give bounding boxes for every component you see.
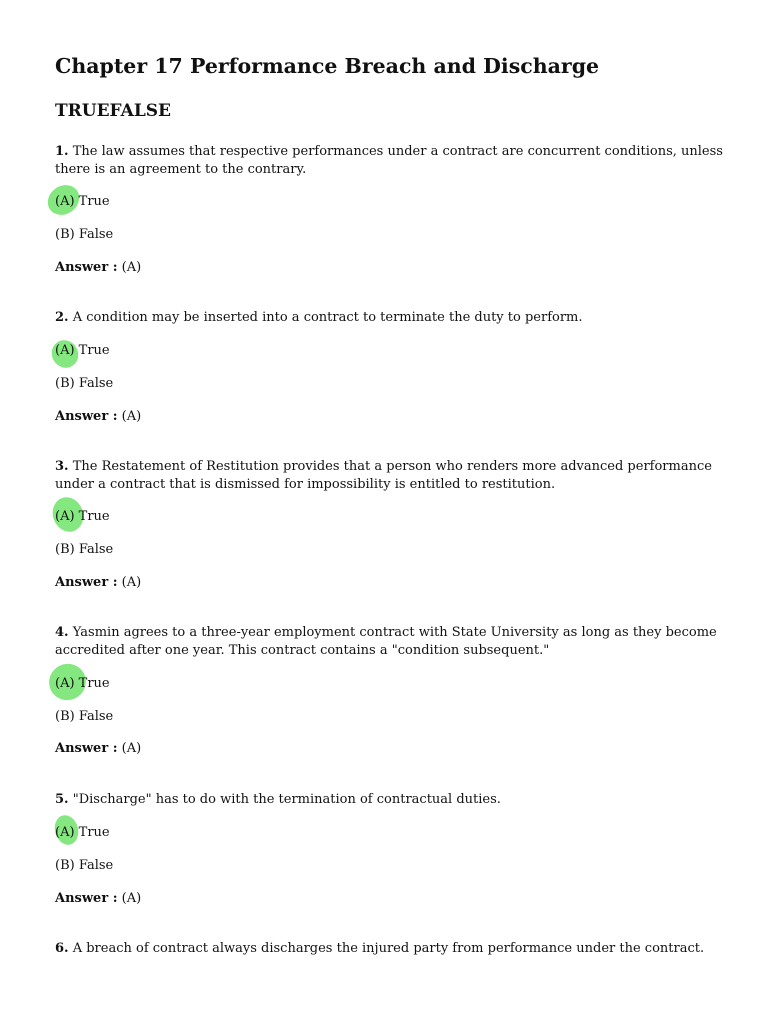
option-b-4: (B) False: [55, 709, 114, 724]
option-b-2: (B) False: [55, 376, 114, 391]
answer-4: [55, 740, 141, 758]
question-text: A breach of contract always discharges the injured party from performance under the contract.: [72, 941, 705, 956]
option-a-5: (A) True: [55, 825, 110, 840]
answer-label: Answer :: [55, 575, 118, 590]
section-heading: TRUEFALSE: [55, 101, 172, 121]
option-a-3: (A) True: [55, 509, 110, 524]
question-3: [55, 458, 725, 494]
option-b-1: (B) False: [55, 227, 114, 242]
question-number: 6.: [55, 941, 69, 956]
question-2: [55, 309, 725, 327]
question-number: 2.: [55, 310, 69, 325]
question-number: 5.: [55, 792, 69, 807]
question-4: [55, 624, 725, 660]
page-title: Chapter 17 Performance Breach and Discharge: [55, 54, 600, 78]
answer-label: Answer :: [55, 741, 118, 756]
answer-label: Answer :: [55, 891, 118, 906]
answer-2: [55, 408, 141, 426]
question-text: The law assumes that respective performances under a contract are concurrent conditions, unless there is an agreement to the contrary.: [55, 144, 723, 177]
question-5: [55, 791, 725, 809]
question-6: [55, 940, 725, 958]
answer-value: (A): [121, 409, 142, 424]
option-b-5: (B) False: [55, 858, 114, 873]
answer-3: [55, 574, 141, 592]
answer-label: Answer :: [55, 409, 118, 424]
answer-5: [55, 890, 141, 908]
option-a-2: (A) True: [55, 343, 110, 358]
answer-value: (A): [121, 575, 142, 590]
question-number: 1.: [55, 144, 69, 159]
answer-value: (A): [121, 891, 142, 906]
question-number: 3.: [55, 459, 69, 474]
answer-value: (A): [121, 741, 142, 756]
question-text: A condition may be inserted into a contract to terminate the duty to perform.: [72, 310, 583, 325]
answer-label: Answer :: [55, 260, 118, 275]
question-text: "Discharge" has to do with the termination of contractual duties.: [72, 792, 501, 807]
option-b-3: (B) False: [55, 542, 114, 557]
question-text: Yasmin agrees to a three-year employment contract with State University as long as they become accredited after one year. This contract contains a "condition subsequent.": [55, 625, 717, 658]
option-a-4: (A) True: [55, 676, 110, 691]
question-text: The Restatement of Restitution provides that a person who renders more advanced performance under a contract that is dismissed for impossibility is entitled to restitution.: [55, 459, 712, 492]
answer-value: (A): [121, 260, 142, 275]
question-1: [55, 143, 725, 179]
option-a-1: (A) True: [55, 194, 110, 209]
answer-1: [55, 259, 141, 277]
question-number: 4.: [55, 625, 69, 640]
